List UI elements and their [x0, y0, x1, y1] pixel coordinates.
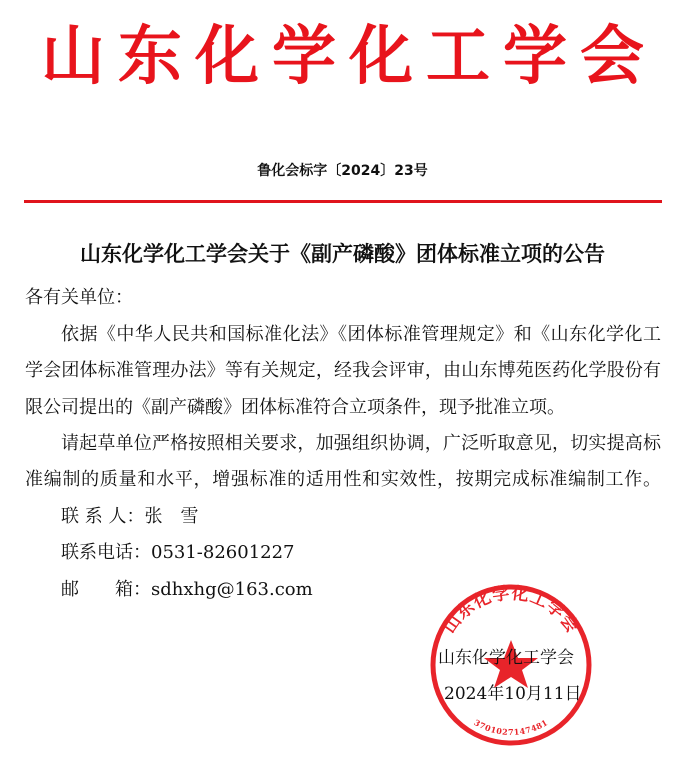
- paragraph-line: 学会团体标准管理办法》等有关规定，经我会评审，由山东博苑医药化学股份有: [25, 360, 661, 381]
- seal-text: 山东化学化工学会: [439, 583, 583, 638]
- document-number: 鲁化会标字〔2024〕23号: [257, 163, 428, 179]
- contact-person: [61, 505, 685, 529]
- svg-text:3701027147481: [472, 717, 549, 737]
- paragraph-line: 请起草单位严格按照相关要求，加强组织协调，广泛听取意见，切实提高标: [61, 433, 661, 454]
- contact-phone-label: 联系电话：: [61, 542, 151, 563]
- paragraph-line: 限公司提出的《副产磷酸》团体标准符合立项条件，现予批准立项。: [25, 397, 565, 418]
- svg-text:山东化学化工学会: [440, 582, 584, 637]
- signature-organization: 山东化学化工学会: [438, 648, 574, 668]
- paragraph-line: 依据《中华人民共和国标准化法》《团体标准管理规定》和《山东化学化工: [61, 324, 661, 345]
- signature-date: 2024年10月11日: [444, 684, 582, 704]
- seal-code: 3701027147481: [472, 717, 550, 737]
- contact-person-value: 张 雪: [144, 506, 199, 527]
- contact-email-value[interactable]: sdhxhg@163.com: [151, 579, 313, 600]
- contact-phone-value: 0531-82601227: [151, 542, 295, 563]
- paragraph-line: 准编制的质量和水平，增强标准的适用性和实效性，按期完成标准编制工作。: [25, 469, 661, 490]
- contact-email-label: 邮 箱：: [61, 579, 151, 600]
- letterhead-organization: 山东化学化工学会: [41, 20, 657, 94]
- red-divider: [24, 200, 662, 203]
- salutation: 各有关单位：: [25, 287, 133, 308]
- document-title: 山东化学化工学会关于《副产磷酸》团体标准立项的公告: [80, 241, 605, 266]
- contact-phone: [61, 541, 685, 565]
- contact-person-label: 联 系 人：: [61, 506, 145, 527]
